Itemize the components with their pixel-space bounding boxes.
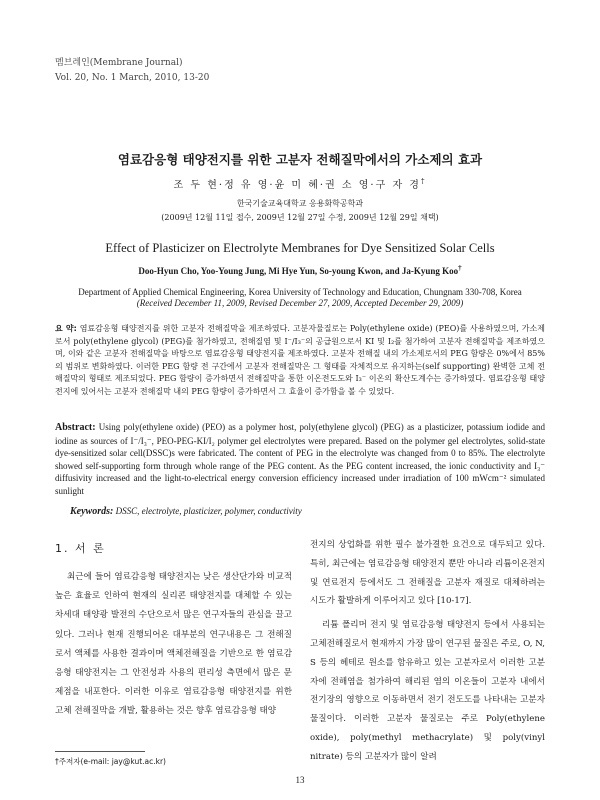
korean-authors [0, 176, 600, 191]
footnote-divider [55, 751, 145, 752]
journal-header [55, 56, 209, 86]
korean-received-dates: (2009년 12월 11일 접수, 2009년 12월 27일 수정, 2009년 12월 29일 채택) [161, 213, 439, 222]
body-paragraph: 전지의 상업화를 위한 필수 불가결한 요건으로 대두되고 있다. 특히, 최근에는 염료감응형 태양전지 뿐만 아니라 리튬이온전지 및 연료전지 등에서도 그 전해질을 고분자 재질로 대체하려는 시도가 활발하게 이루어지고 있다 [10-17]. [310, 540, 545, 607]
english-abstract-text: Using poly(ethylene oxide) (PEO) as a polymer host, poly(ethylene glycol) (PEG) as a plasticizer, potassium iodide and iodine as sources of I⁻/I₃⁻, PEO-PEG-KI/I₂ polymer gel electrolytes were prepared. Based on the polymer gel electrolytes, solid-state dye-sensitized solar cell(DSSC)s were fabricated. The content of PEG in the electrolyte was changed from 0 to 85%. The electrolyte showed self-supporting form through whole range of the PEG content. As the PEG content increased, the ionic conductivity and I₃⁻ diffusivity increased and the light-to-electrical energy conversion efficiency increased under irradiation of 100 mWcm⁻² simulated sunlight [55, 422, 546, 496]
korean-affiliation: 한국기술교육대학교 응용화학공학과 [236, 199, 364, 208]
korean-abstract-label: 요 약: [55, 324, 77, 333]
body-column-right [310, 536, 545, 767]
korean-abstract [55, 323, 545, 398]
english-corresponding-mark: † [458, 264, 462, 272]
keywords-text: DSSC, electrolyte, plasticizer, polymer, conductivity [115, 506, 302, 516]
page-number: 13 [295, 775, 305, 785]
english-abstract [55, 421, 545, 497]
english-title: Effect of Plasticizer on Electrolyte Membranes for Dye Sensitized Solar Cells [105, 241, 495, 255]
korean-author-names: 조 두 현·정 유 영·윤 미 혜·권 소 영·구 자 경 [173, 180, 421, 191]
body-column-left: 최근에 들어 염료감응형 태양전지는 낮은 생산단가와 비교적 높은 효율로 인하여 현재의 실리콘 태양전지를 대체할 수 있는 차세대 태양광 발전의 수단으로서 많은 연구자들의 관심을 끌고 있다. 그러나 현재 진행되어온 대부분의 연구내용은 그 전해질로서 액체를 사용한 결과이며 액체전해질을 기반으로 한 염료감응형 태양전지는 그 안전성과 사용의 편리성 측면에서 많은 문제점을 내포한다. 이러한 이유로 염료감응형 태양전지를 위한 고체 전해질막을 개발, 활용하는 것은 향후 염료감응형 태양 [55, 572, 292, 717]
keywords [70, 506, 302, 517]
korean-title: 염료감응형 태양전지를 위한 고분자 전해질막에서의 가소제의 효과 [117, 152, 483, 167]
volume-info: Vol. 20, No. 1 March, 2010, 13-20 [55, 73, 210, 83]
journal-name: 멤브레인(Membrane Journal) [55, 58, 183, 68]
english-received-dates: (Received December 11, 2009, Revised December 27, 2009, Accepted December 29, 2009) [136, 298, 464, 308]
section-heading-introduction: 1. 서 론 [55, 542, 106, 555]
footnote: †주저자(e-mail: jay@kut.ac.kr) [55, 757, 166, 766]
keywords-label: Keywords: [70, 506, 114, 517]
english-author-names: Doo-Hyun Cho, Yoo-Young Jung, Mi Hye Yun, So-young Kwon, and Ja-Kyung Koo [138, 266, 459, 276]
body-paragraph: 리튬 폴리머 전지 및 염료감응형 태양전지 등에서 사용되는 고체전해질로서 현재까지 가장 많이 연구된 물질은 주로, O, N, S 등의 헤테로 원소를 함유하고 있는 고분자로서 이러한 고분자에 전해염을 첨가하여 해리된 염의 이온들이 고분자 내에서 전기장의 영향으로 이동하면서 전기 전도도를 나타내는 고분자 물질이다. 이러한 고분자 물질로는 주로 Poly(ethylene oxide), poly(methyl methacrylate) 및 poly(vinyl nitrate) 등의 고분자가 많이 알려 [310, 620, 545, 762]
english-authors [0, 264, 600, 276]
corresponding-author-mark: † [420, 177, 427, 186]
korean-abstract-text: 염료감응형 태양전지를 위한 고분자 전해질막을 제조하였다. 고분자물질로는 Poly(ethylene oxide) (PEO)를 사용하였으며, 가소제로서 poly(ethylene glycol) (PEG)를 첨가하였고, 전해질염 및 I⁻/I₃⁻의 공급원으로서 KI 및 I₂를 첨가하여 고분자 전해질막을 제조하였으며, 이와 같은 고분자 전해질막을 바탕으로 염료감응형 태양전지를 제조하였다. 고분자 전해질 내의 가소제로서의 PEG 함량은 0%에서 85%의 범위로 변화하였다. 이러한 PEG 함량 전 구간에서 고분자 전해질막은 그 형태를 자체적으로 유지하는(self supporting) 완벽한 고체 전해질막의 형태로 제조되었다. PEG 함량이 증가하면서 전해질막을 통한 이온전도도와 I₃⁻ 이온의 확산도계수는 증가하였다. 염료감응형 태양전지에 있어서는 고분자 전해질막 내의 PEG 함량이 증가하면서 그 효율이 증가함을 볼 수 있었다. [55, 324, 545, 396]
english-affiliation: Department of Applied Chemical Engineering, Korea University of Technology and Education, Chungnam 330-708, Korea [78, 287, 522, 297]
english-abstract-label: Abstract: [55, 422, 96, 433]
